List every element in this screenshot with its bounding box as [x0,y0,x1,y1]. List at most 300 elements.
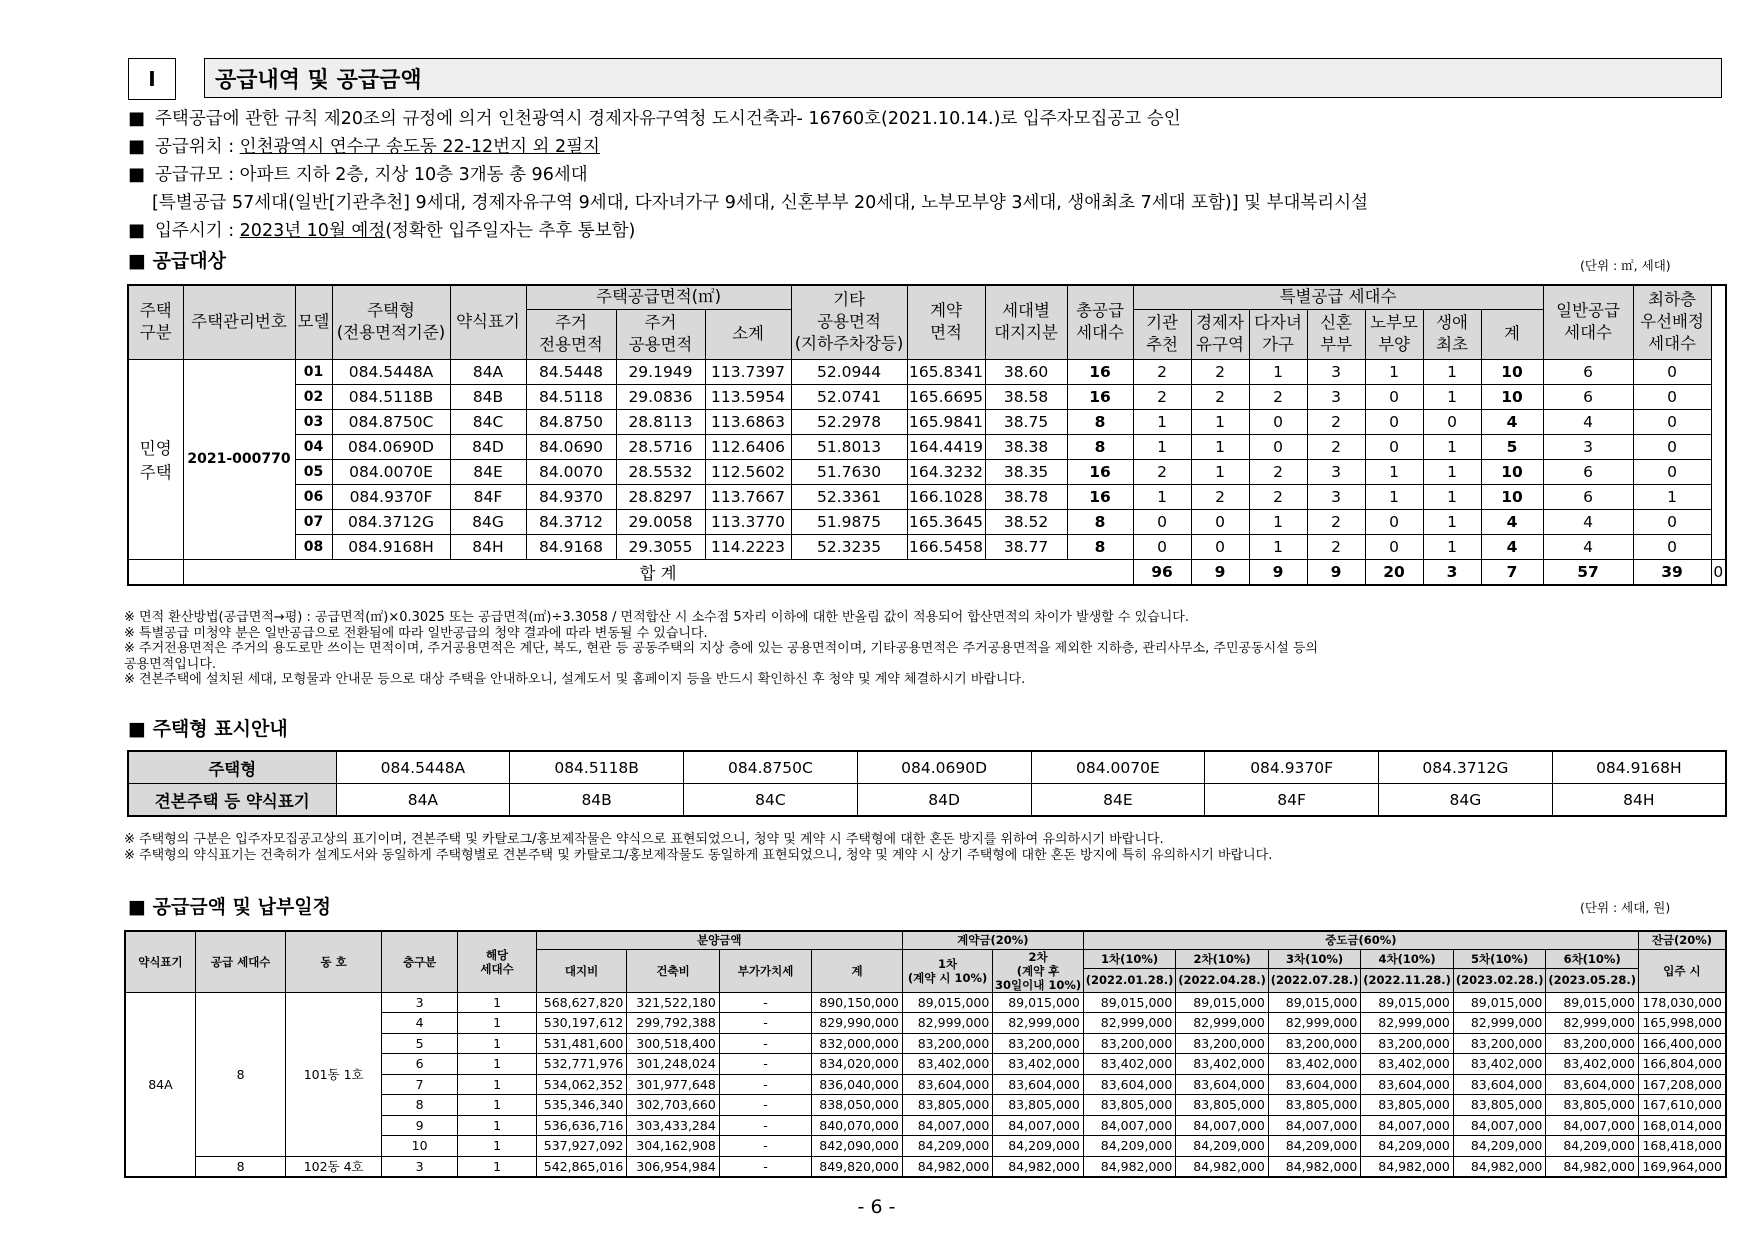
table-cell: 84,982,000 [993,1156,1084,1177]
table-cell: 2 [1307,534,1365,559]
table-cell: 2 [1249,384,1307,409]
table-cell: 07 [295,509,332,534]
intro-location: ■ 공급위치 : 인천광역시 연수구 송도동 22-12번지 외 2필지 [128,136,600,157]
table-cell: 83,805,000 [1268,1095,1361,1116]
table-cell: 8 [381,1095,457,1116]
intro-approval: ■ 주택공급에 관한 규칙 제20조의 규정에 의거 인천광역시 경제자유구역청 도시건축과- 16760호(2021.10.14.)로 입주자모집공고 승인 [128,108,1181,129]
table-cell: 29.1949 [616,359,705,384]
th-m5-date: (2023.02.28.) [1453,968,1546,992]
th-common: 주거 공용면적 [616,309,705,359]
table-cell: 83,200,000 [1083,1033,1176,1054]
table-cell: 6 [1543,484,1633,509]
table-cell: 16 [1067,384,1133,409]
table-cell: 84,209,000 [902,1136,993,1157]
table-cell: 8 [1067,534,1133,559]
table-cell: 84,007,000 [1268,1115,1361,1136]
th-lowest: 최하층 우선배정 세대수 [1633,285,1711,359]
table-cell: 0 [1633,434,1711,459]
table-cell: 83,604,000 [1361,1074,1454,1095]
th-supply-area: 주택공급면적(㎡) [526,285,791,309]
total-cell: 96 [1133,559,1191,585]
table-cell: 03 [295,409,332,434]
table-cell: - [719,1136,812,1157]
table-cell: 3 [1307,384,1365,409]
table-cell: 83,402,000 [1268,1054,1361,1075]
table-cell: 3 [381,992,457,1013]
table-cell: 82,999,000 [1083,1013,1176,1034]
table-cell: 51.8013 [791,434,907,459]
table-cell: 0 [1633,459,1711,484]
note-line: ※ 특별공급 미청약 분은 일반공급으로 전환됨에 따라 일반공급의 청약 결과에 따라 변동될 수 있습니다. [124,625,708,641]
table-cell: 84,982,000 [1361,1156,1454,1177]
table-cell: 10 [1481,384,1543,409]
page-number: - 6 - [857,1196,896,1218]
table-cell: 89,015,000 [993,992,1084,1013]
th-floor: 층구분 [381,931,457,992]
table-cell: 829,990,000 [812,1013,903,1034]
table-cell: 532,771,976 [536,1054,627,1075]
supply-target-heading: ■ 공급대상 [128,250,226,272]
table-cell: 2 [1133,459,1191,484]
th-balance: 잔금(20%) [1638,931,1726,949]
table-cell: 83,402,000 [902,1054,993,1075]
table-cell: 302,703,660 [627,1095,720,1116]
table-cell: 01 [295,359,332,384]
th-m1: 1차(10%) [1083,949,1176,968]
th-m2-date: (2022.04.28.) [1176,968,1269,992]
table-cell: 0 [1365,434,1423,459]
table-cell: 1 [458,1054,536,1075]
table-cell: 1 [1133,434,1191,459]
table-cell: 0 [1249,409,1307,434]
table-cell: 38.77 [985,534,1067,559]
table-row [128,434,1726,459]
table-cell: 178,030,000 [1638,992,1726,1013]
th-mgmt-no: 주택관리번호 [183,285,295,359]
type-cell: 084.5448A [336,751,510,784]
th-exclusive: 주거 전용면적 [526,309,616,359]
type-cell: 084.5118B [510,751,684,784]
th-contract-area: 계약 면적 [907,285,985,359]
table-cell: 0 [1249,434,1307,459]
type-guide-notes [124,832,1272,863]
table-cell: 84,982,000 [1453,1156,1546,1177]
table-cell: - [719,1033,812,1054]
table-cell: 89,015,000 [1083,992,1176,1013]
table-cell: 113.3770 [705,509,791,534]
intro-scale: ■ 공급규모 : 아파트 지하 2층, 지상 10층 3개동 총 96세대 [128,164,588,185]
table-cell: 6 [1543,359,1633,384]
table-cell: 82,999,000 [902,1013,993,1034]
table-cell: 0 [1633,534,1711,559]
table-cell: 6 [1543,459,1633,484]
table-cell: 38.60 [985,359,1067,384]
table-cell: 83,200,000 [1176,1033,1269,1054]
table-cell: 4 [381,1013,457,1034]
table-cell: 2 [1191,384,1249,409]
total-row [128,559,1726,585]
table-cell: 1 [1423,534,1481,559]
th-middle: 중도금(60%) [1083,931,1638,949]
table-cell: 28.8297 [616,484,705,509]
th-fez: 경제자 유구역 [1191,309,1249,359]
table-cell: 89,015,000 [1268,992,1361,1013]
table-cell: 1 [1191,409,1249,434]
total-cell: 20 [1365,559,1423,585]
type-cell: 084.9168H [1552,751,1726,784]
table-cell: 2 [1307,509,1365,534]
table-cell: 0 [1133,509,1191,534]
table-cell: 83,604,000 [1453,1074,1546,1095]
table-cell: 6 [1543,384,1633,409]
table-cell: 0 [1633,509,1711,534]
table-cell: 83,200,000 [1546,1033,1639,1054]
total-label: 합 계 [183,559,1133,585]
table-cell: 890,150,000 [812,992,903,1013]
table-cell: 84,209,000 [1546,1136,1639,1157]
table-cell: 84,982,000 [1083,1156,1176,1177]
table-cell: 114.2223 [705,534,791,559]
table-cell: 1 [1365,359,1423,384]
table-cell: 84D [450,434,526,459]
supply-target-table [127,284,1727,586]
housing-type-cell: 민영 주택 [128,359,183,559]
type-guide-heading: ■ 주택형 표시안내 [128,718,288,740]
th-m1-date: (2022.01.28.) [1083,968,1176,992]
table-cell: 28.8113 [616,409,705,434]
total-cell: 9 [1191,559,1249,585]
table-cell: 84G [450,509,526,534]
table-cell: 1 [1133,409,1191,434]
th-sale: 분양금액 [536,931,902,949]
table-cell: 04 [295,434,332,459]
table-cell: 165.9841 [907,409,985,434]
table-cell: 2 [1249,459,1307,484]
table-cell: 2 [1249,484,1307,509]
table-cell: 836,040,000 [812,1074,903,1095]
table-cell: 83,604,000 [1546,1074,1639,1095]
type-cell: 084.0070E [1031,751,1205,784]
table-cell: 84,209,000 [1268,1136,1361,1157]
table-cell: 84,007,000 [1546,1115,1639,1136]
table-row [128,509,1726,534]
table-row [128,359,1726,384]
table-cell: 83,805,000 [1361,1095,1454,1116]
table-cell: 1 [1249,534,1307,559]
table-cell: 84,007,000 [1453,1115,1546,1136]
table-cell: 9 [381,1115,457,1136]
total-cell: 57 [1543,559,1633,585]
table-cell: 06 [295,484,332,509]
table-cell: 084.0690D [332,434,450,459]
type-cell: 084.3712G [1379,751,1553,784]
table-cell: 165,998,000 [1638,1013,1726,1034]
table-cell: 1 [1191,459,1249,484]
table-cell: 51.9875 [791,509,907,534]
th-special: 특별공급 세대수 [1133,285,1543,309]
table-cell: 0 [1365,384,1423,409]
th-housing-type: 주택 구분 [128,285,183,359]
table-cell: 83,604,000 [1268,1074,1361,1095]
th-m3: 3차(10%) [1268,949,1361,968]
table-cell: 6 [381,1054,457,1075]
table-cell: 82,999,000 [1268,1013,1361,1034]
note-line: 공용면적입니다. [124,656,217,672]
type-guide-table [127,750,1727,817]
th-m6: 6차(10%) [1546,949,1639,968]
table-cell: 83,604,000 [902,1074,993,1095]
table-cell: 2 [1307,409,1365,434]
table-cell: 0 [1365,409,1423,434]
table-cell: 84,982,000 [902,1156,993,1177]
table-cell: 82,999,000 [1176,1013,1269,1034]
table-cell: - [719,1095,812,1116]
abbr-row [128,784,1726,817]
table-row [128,534,1726,559]
abbr-cell: 84A [336,784,510,817]
table-cell: 1 [458,1156,536,1177]
table-cell: 113.7667 [705,484,791,509]
group-dongho-cell: 102동 4호 [286,1156,382,1177]
table-cell: 530,197,612 [536,1013,627,1034]
table-cell: 51.7630 [791,459,907,484]
table-cell: 301,248,024 [627,1054,720,1075]
abbr-cell: 84F [1205,784,1379,817]
table-cell: - [719,1054,812,1075]
table-cell: 84F [450,484,526,509]
table-cell: 0 [1365,534,1423,559]
table-cell: 8 [1067,509,1133,534]
section-number: I [128,58,176,100]
table-cell: 83,805,000 [1176,1095,1269,1116]
table-cell: 52.0944 [791,359,907,384]
table-cell: 02 [295,384,332,409]
table-cell: 84A [450,359,526,384]
table-cell: 084.3712G [332,509,450,534]
table-cell: 28.5532 [616,459,705,484]
table-cell: 84H [450,534,526,559]
table-cell: 0 [1423,409,1481,434]
type-cell: 084.0690D [857,751,1031,784]
table-cell: 164.3232 [907,459,985,484]
table-cell: 5 [1481,434,1543,459]
table-cell: 1 [1423,509,1481,534]
table-cell: 084.0070E [332,459,450,484]
th-multi: 다자녀 가구 [1249,309,1307,359]
type-row [128,751,1726,784]
table-cell: 0 [1633,409,1711,434]
th-m4: 4차(10%) [1361,949,1454,968]
table-cell: 4 [1481,409,1543,434]
table-cell: 166.5458 [907,534,985,559]
th-count: 해당 세대수 [458,931,536,992]
table-cell: - [719,1074,812,1095]
table-cell: 83,200,000 [993,1033,1084,1054]
table-cell: 84,982,000 [1268,1156,1361,1177]
group-abbr-cell: 84A [125,992,195,1177]
th-m4-date: (2022.11.28.) [1361,968,1454,992]
table-row [128,409,1726,434]
table-cell: 1 [1423,384,1481,409]
abbr-cell: 84E [1031,784,1205,817]
table-cell: 300,518,400 [627,1033,720,1054]
th-abbr: 약식표기 [450,285,526,359]
supply-target-unit: (단위 : ㎡, 세대) [1580,258,1671,273]
table-cell: 166,400,000 [1638,1033,1726,1054]
mgmt-no-cell: 2021-000770 [183,359,295,559]
abbr-row-label: 견본주택 등 약식표기 [128,784,336,817]
table-cell: 84C [450,409,526,434]
table-cell: 83,805,000 [993,1095,1084,1116]
th-deposit: 계약금(20%) [902,931,1083,949]
table-cell: 2 [1133,359,1191,384]
table-cell: 10 [381,1136,457,1157]
table-cell: 1 [1423,484,1481,509]
table-row [125,992,1726,1013]
table-cell: 1 [1365,459,1423,484]
table-cell: 84.0690 [526,434,616,459]
table-cell: 2 [1191,359,1249,384]
table-cell: 1 [458,1136,536,1157]
table-cell: 83,200,000 [1361,1033,1454,1054]
note-line: ※ 주택형의 구분은 입주자모집공고상의 표기이며, 견본주택 및 카탈로그/홍보제작물은 약식으로 표현되었으니, 청약 및 계약 시 주택형에 대한 혼돈 방지를 위하여 유의하시기 바랍니다. [124,832,1164,847]
table-cell: 1 [458,1033,536,1054]
table-cell: 89,015,000 [1546,992,1639,1013]
supply-target-notes [124,610,1318,688]
table-cell: 165.6695 [907,384,985,409]
table-cell: 0 [1365,509,1423,534]
table-cell: 168,418,000 [1638,1136,1726,1157]
table-cell: 84,209,000 [993,1136,1084,1157]
table-cell: 84.0070 [526,459,616,484]
table-cell: 3 [1307,484,1365,509]
note-line: ※ 주택형의 약식표기는 건축허가 설계도서와 동일하게 주택형별로 견본주택 및 카탈로그/홍보제작물도 동일하게 표현되었으니, 청약 및 계약 시 상기 주택형에 대한 혼돈 방지에 특히 유의하시기 바랍니다. [124,847,1273,863]
table-cell: 28.5716 [616,434,705,459]
table-cell: 4 [1543,509,1633,534]
table-cell: 82,999,000 [993,1013,1084,1034]
table-cell: 1 [1423,434,1481,459]
group-units-cell: 8 [195,992,286,1156]
table-cell: 306,954,984 [627,1156,720,1177]
table-cell: 83,402,000 [993,1054,1084,1075]
th-first: 생애 최초 [1423,309,1481,359]
intro-scale-detail: [특별공급 57세대(일반[기관추천] 9세대, 경제자유구역 9세대, 다자녀가구 9세대, 신혼부부 20세대, 노부모부양 3세대, 생애최초 7세대 포함)] 및 부대복리시설 [152,193,1369,213]
table-cell: 83,200,000 [1453,1033,1546,1054]
th-vat: 부가가치세 [719,949,812,992]
note-line: ※ 견본주택에 설치된 세대, 모형물과 안내문 등으로 대상 주택을 안내하오니, 설계도서 및 홈페이지 등을 반드시 확인하신 후 청약 및 계약 체결하시기 바랍니다. [124,672,1026,687]
table-cell: 113.6863 [705,409,791,434]
table-cell: 1 [1249,509,1307,534]
price-table [124,930,1727,1178]
table-cell: 3 [1307,459,1365,484]
table-cell: 2 [1191,484,1249,509]
table-cell: 84.3712 [526,509,616,534]
table-cell: 4 [1543,534,1633,559]
table-cell: 84.8750 [526,409,616,434]
table-cell: 2 [1307,434,1365,459]
table-cell: 167,208,000 [1638,1074,1726,1095]
table-cell: 83,402,000 [1453,1054,1546,1075]
price-unit: (단위 : 세대, 원) [1580,900,1671,915]
table-cell: 084.8750C [332,409,450,434]
th-elderly: 노부모 부양 [1365,309,1423,359]
th-land-share: 세대별 대지지분 [985,285,1067,359]
table-cell: 10 [1481,484,1543,509]
th-units: 공급 세대수 [195,931,286,992]
table-cell: 3 [1543,434,1633,459]
table-cell: 3 [1307,359,1365,384]
table-cell: 29.0058 [616,509,705,534]
table-cell: 112.5602 [705,459,791,484]
table-cell: 849,820,000 [812,1156,903,1177]
table-cell: 8 [1067,434,1133,459]
table-cell: 534,062,352 [536,1074,627,1095]
table-cell: 2 [1133,384,1191,409]
table-cell: 89,015,000 [1361,992,1454,1013]
table-cell: 0 [1633,384,1711,409]
abbr-cell: 84B [510,784,684,817]
table-cell: 82,999,000 [1453,1013,1546,1034]
table-cell: 08 [295,534,332,559]
table-cell: 840,070,000 [812,1115,903,1136]
table-cell: 83,805,000 [1453,1095,1546,1116]
table-cell: 84,209,000 [1453,1136,1546,1157]
total-cell: 9 [1307,559,1365,585]
table-cell: 84.9168 [526,534,616,559]
table-cell: 568,627,820 [536,992,627,1013]
group-dongho-cell: 101동 1호 [286,992,382,1156]
table-cell: 4 [1481,509,1543,534]
note-line: ※ 면적 환산방법(공급면적→평) : 공급면적(㎡)×0.3025 또는 공급면적(㎡)÷3.3058 / 면적합산 시 소수점 5자리 이하에 대한 반올림 값이 적용되어 합산면적의 차이가 발생할 수 있습니다. [124,610,1189,625]
table-cell: 832,000,000 [812,1033,903,1054]
table-row [128,384,1726,409]
th-total-units: 총공급 세대수 [1067,285,1133,359]
th-dep2: 2차 (계약 후 30일이내 10%) [993,949,1084,992]
th-general: 일반공급 세대수 [1543,285,1633,359]
table-cell: 304,162,908 [627,1136,720,1157]
table-row [125,1156,1726,1177]
table-cell: 536,636,716 [536,1115,627,1136]
section-header [128,58,1726,100]
table-cell: 52.3361 [791,484,907,509]
th-building: 건축비 [627,949,720,992]
table-cell: 89,015,000 [902,992,993,1013]
table-cell: 84,007,000 [1361,1115,1454,1136]
table-cell: 16 [1067,484,1133,509]
table-cell: 842,090,000 [812,1136,903,1157]
table-cell: 83,200,000 [1268,1033,1361,1054]
table-cell: 38.52 [985,509,1067,534]
table-cell: 83,805,000 [1083,1095,1176,1116]
table-cell: 0 [1133,534,1191,559]
table-cell: 1 [1249,359,1307,384]
table-cell: 321,522,180 [627,992,720,1013]
th-m3-date: (2022.07.28.) [1268,968,1361,992]
table-cell: 084.5448A [332,359,450,384]
table-cell: 1 [1423,359,1481,384]
table-cell: 29.3055 [616,534,705,559]
table-cell: 166.1028 [907,484,985,509]
table-cell: 1 [1191,434,1249,459]
table-cell: 89,015,000 [1176,992,1269,1013]
table-cell: 8 [1067,409,1133,434]
table-cell: 537,927,092 [536,1136,627,1157]
table-cell: 84,007,000 [902,1115,993,1136]
table-cell: 301,977,648 [627,1074,720,1095]
table-cell: 83,604,000 [993,1074,1084,1095]
table-cell: 164.4419 [907,434,985,459]
table-cell: 4 [1543,409,1633,434]
